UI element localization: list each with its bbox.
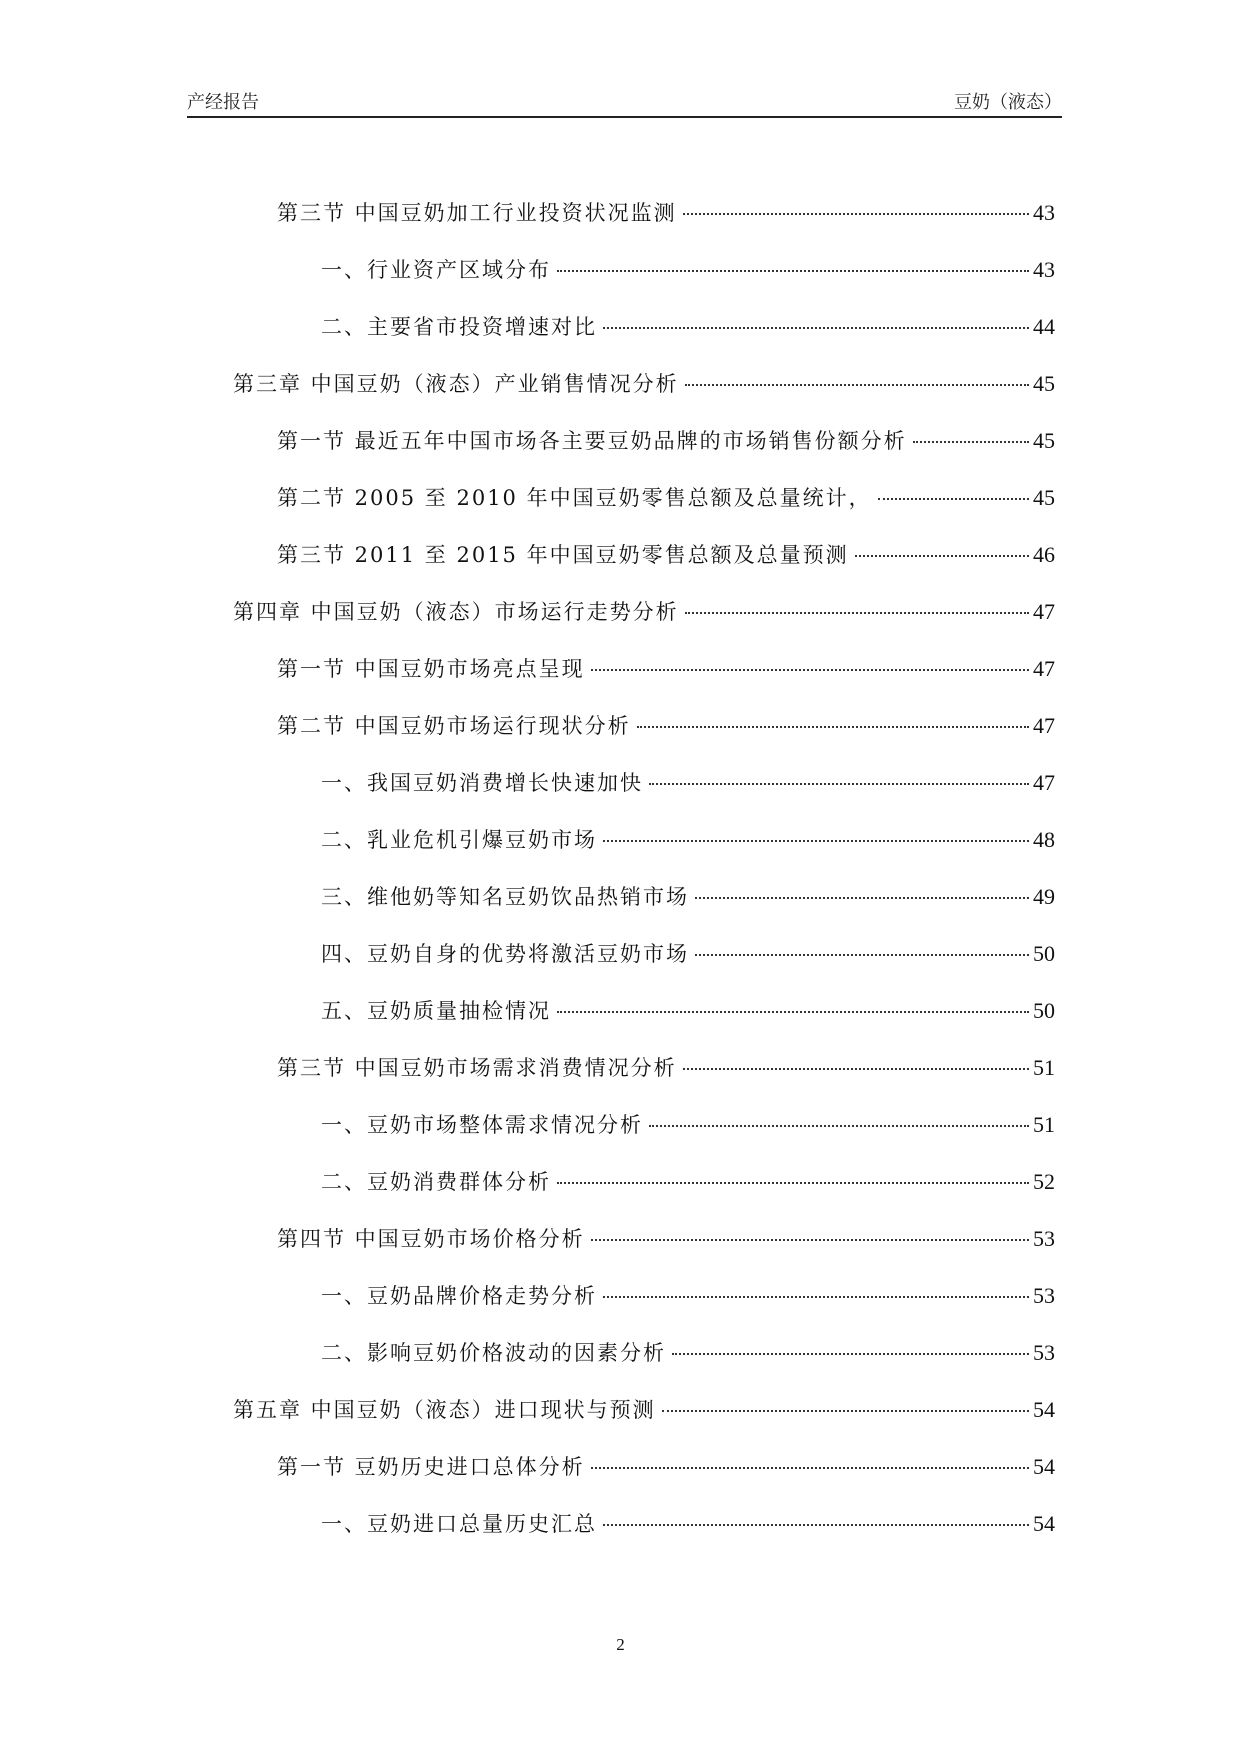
table-of-contents bbox=[233, 198, 1055, 1566]
toc-entry[interactable] bbox=[233, 711, 1055, 768]
toc-entry-title: 二、乳业危机引爆豆奶市场 bbox=[321, 828, 597, 852]
toc-leader-dots bbox=[603, 1523, 1029, 1526]
toc-leader-dots bbox=[557, 269, 1029, 272]
toc-leader-dots bbox=[695, 953, 1029, 956]
toc-entry-page: 45 bbox=[1033, 428, 1055, 453]
toc-entry[interactable] bbox=[233, 1395, 1055, 1452]
toc-entry[interactable] bbox=[233, 1224, 1055, 1281]
toc-entry[interactable] bbox=[233, 540, 1055, 597]
toc-leader-dots bbox=[591, 1466, 1029, 1469]
toc-leader-dots bbox=[672, 1352, 1029, 1355]
toc-entry[interactable] bbox=[233, 1452, 1055, 1509]
toc-entry-page: 43 bbox=[1033, 257, 1055, 282]
toc-leader-dots bbox=[685, 611, 1029, 614]
toc-entry-page: 53 bbox=[1033, 1340, 1055, 1365]
toc-entry-title: 第一节 中国豆奶市场亮点呈现 bbox=[277, 657, 585, 681]
toc-entry-page: 54 bbox=[1033, 1397, 1055, 1422]
toc-leader-dots bbox=[855, 554, 1029, 557]
header-left-title: 产经报告 bbox=[187, 92, 259, 113]
toc-entry-page: 47 bbox=[1033, 770, 1055, 795]
toc-entry-title: 一、豆奶进口总量历史汇总 bbox=[321, 1512, 597, 1536]
toc-entry[interactable] bbox=[233, 768, 1055, 825]
toc-entry-page: 48 bbox=[1033, 827, 1055, 852]
toc-entry[interactable] bbox=[233, 312, 1055, 369]
toc-leader-dots bbox=[695, 896, 1029, 899]
toc-entry[interactable] bbox=[233, 1053, 1055, 1110]
toc-leader-dots bbox=[557, 1181, 1029, 1184]
toc-entry-title: 一、豆奶市场整体需求情况分析 bbox=[321, 1113, 643, 1137]
toc-entry[interactable] bbox=[233, 825, 1055, 882]
toc-entry-page: 54 bbox=[1033, 1454, 1055, 1479]
toc-entry-title: 四、豆奶自身的优势将激活豆奶市场 bbox=[321, 942, 689, 966]
toc-leader-dots bbox=[637, 725, 1029, 728]
toc-leader-dots bbox=[591, 668, 1029, 671]
toc-entry-title: 三、维他奶等知名豆奶饮品热销市场 bbox=[321, 885, 689, 909]
toc-entry-title: 二、影响豆奶价格波动的因素分析 bbox=[321, 1341, 666, 1365]
toc-entry-page: 52 bbox=[1033, 1169, 1055, 1194]
toc-entry-page: 43 bbox=[1033, 200, 1055, 225]
toc-entry[interactable] bbox=[233, 255, 1055, 312]
toc-entry-page: 51 bbox=[1033, 1112, 1055, 1137]
toc-entry-title: 二、主要省市投资增速对比 bbox=[321, 315, 597, 339]
page-header bbox=[187, 86, 1062, 118]
toc-entry-title: 第一节 豆奶历史进口总体分析 bbox=[277, 1455, 585, 1479]
toc-entry-page: 47 bbox=[1033, 656, 1055, 681]
toc-entry-page: 49 bbox=[1033, 884, 1055, 909]
toc-entry[interactable] bbox=[233, 426, 1055, 483]
toc-entry-title: 一、行业资产区域分布 bbox=[321, 258, 551, 282]
toc-entry[interactable] bbox=[233, 882, 1055, 939]
toc-entry[interactable] bbox=[233, 597, 1055, 654]
toc-entry-page: 53 bbox=[1033, 1283, 1055, 1308]
toc-entry-title: 一、豆奶品牌价格走势分析 bbox=[321, 1284, 597, 1308]
toc-entry[interactable] bbox=[233, 198, 1055, 255]
toc-entry-page: 51 bbox=[1033, 1055, 1055, 1080]
toc-entry-title: 第三节 2011 至 2015 年中国豆奶零售总额及总量预测 bbox=[277, 543, 849, 567]
toc-leader-dots bbox=[603, 1295, 1029, 1298]
toc-entry[interactable] bbox=[233, 1338, 1055, 1395]
page-number: 2 bbox=[616, 1635, 625, 1654]
toc-leader-dots bbox=[591, 1238, 1029, 1241]
toc-entry[interactable] bbox=[233, 1110, 1055, 1167]
toc-entry-page: 45 bbox=[1033, 485, 1055, 510]
toc-leader-dots bbox=[557, 1010, 1029, 1013]
toc-leader-dots bbox=[683, 212, 1029, 215]
toc-entry-page: 53 bbox=[1033, 1226, 1055, 1251]
toc-leader-dots bbox=[683, 1067, 1029, 1070]
toc-entry-title: 第一节 最近五年中国市场各主要豆奶品牌的市场销售份额分析 bbox=[277, 429, 907, 453]
toc-entry-title: 第二节 2005 至 2010 年中国豆奶零售总额及总量统计， bbox=[277, 486, 872, 510]
toc-leader-dots bbox=[913, 440, 1029, 443]
toc-leader-dots bbox=[878, 497, 1029, 500]
toc-leader-dots bbox=[685, 383, 1029, 386]
toc-entry-page: 47 bbox=[1033, 599, 1055, 624]
toc-entry-title: 一、我国豆奶消费增长快速加快 bbox=[321, 771, 643, 795]
toc-entry[interactable] bbox=[233, 654, 1055, 711]
toc-leader-dots bbox=[603, 326, 1029, 329]
toc-entry-page: 44 bbox=[1033, 314, 1055, 339]
toc-entry-title: 第二节 中国豆奶市场运行现状分析 bbox=[277, 714, 631, 738]
toc-entry-page: 46 bbox=[1033, 542, 1055, 567]
toc-leader-dots bbox=[603, 839, 1029, 842]
toc-entry[interactable] bbox=[233, 1281, 1055, 1338]
toc-entry-title: 第三节 中国豆奶市场需求消费情况分析 bbox=[277, 1056, 677, 1080]
toc-entry[interactable] bbox=[233, 369, 1055, 426]
toc-entry[interactable] bbox=[233, 1167, 1055, 1224]
toc-entry-page: 50 bbox=[1033, 998, 1055, 1023]
toc-entry[interactable] bbox=[233, 996, 1055, 1053]
toc-entry[interactable] bbox=[233, 939, 1055, 996]
toc-entry-title: 第四节 中国豆奶市场价格分析 bbox=[277, 1227, 585, 1251]
toc-leader-dots bbox=[649, 782, 1029, 785]
toc-entry-title: 二、豆奶消费群体分析 bbox=[321, 1170, 551, 1194]
toc-entry-title: 第五章 中国豆奶（液态）进口现状与预测 bbox=[233, 1398, 656, 1422]
header-right-title: 豆奶（液态） bbox=[954, 92, 1062, 113]
toc-entry[interactable] bbox=[233, 483, 1055, 540]
toc-entry-title: 五、豆奶质量抽检情况 bbox=[321, 999, 551, 1023]
toc-entry-page: 50 bbox=[1033, 941, 1055, 966]
toc-leader-dots bbox=[662, 1409, 1029, 1412]
toc-entry-title: 第三节 中国豆奶加工行业投资状况监测 bbox=[277, 201, 677, 225]
toc-entry-page: 47 bbox=[1033, 713, 1055, 738]
toc-leader-dots bbox=[649, 1124, 1029, 1127]
toc-entry-page: 54 bbox=[1033, 1511, 1055, 1536]
toc-entry-title: 第四章 中国豆奶（液态）市场运行走势分析 bbox=[233, 600, 679, 624]
toc-entry-page: 45 bbox=[1033, 371, 1055, 396]
toc-entry-title: 第三章 中国豆奶（液态）产业销售情况分析 bbox=[233, 372, 679, 396]
toc-entry[interactable] bbox=[233, 1509, 1055, 1566]
